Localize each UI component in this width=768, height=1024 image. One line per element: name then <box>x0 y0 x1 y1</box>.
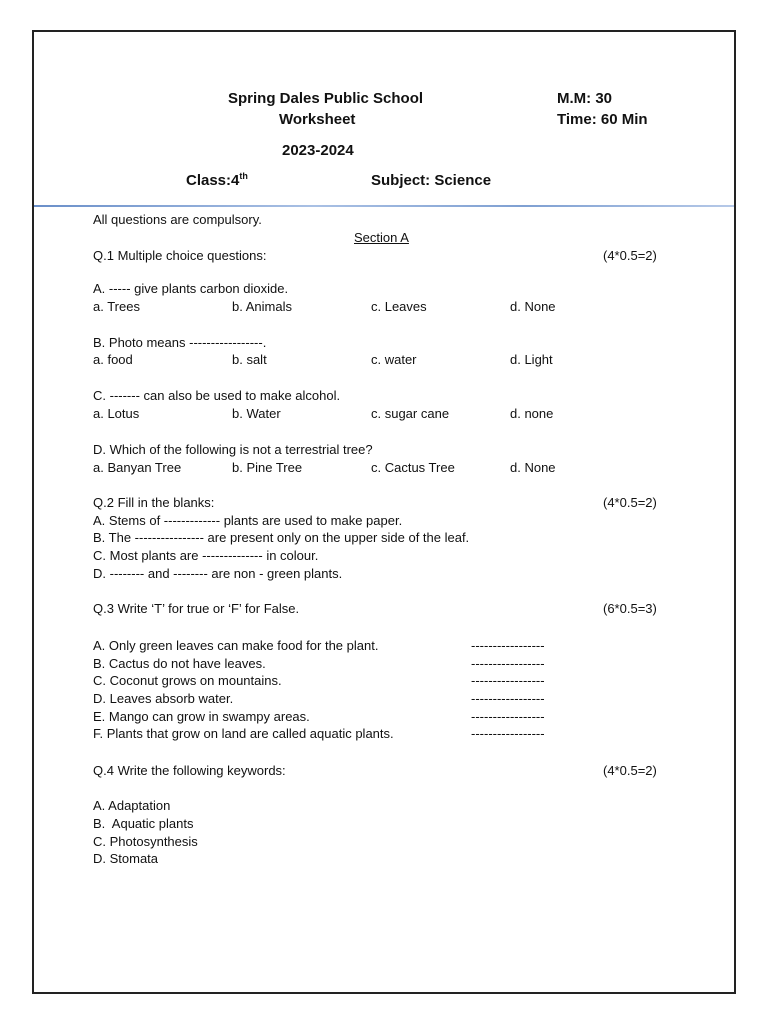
school-name: Spring Dales Public School <box>228 90 424 107</box>
q1-c-option-c: c. sugar cane <box>371 406 450 421</box>
q3-blank-a: ----------------- <box>471 638 545 653</box>
q1-question-c: C. ------- can also be used to make alcohol. <box>93 388 341 403</box>
q2-item-d: D. -------- and -------- are non - green plants. <box>93 566 343 581</box>
q1-a-option-c: c. Leaves <box>371 299 427 314</box>
q1-marks: (4*0.5=2) <box>603 248 657 263</box>
max-marks: M.M: 30 <box>557 90 613 107</box>
q3-statement-b: B. Cactus do not have leaves. <box>93 656 266 671</box>
q1-a-option-d: d. None <box>510 299 556 314</box>
q4-item-b: B. Aquatic plants <box>93 816 194 831</box>
instructions: All questions are compulsory. <box>93 212 262 227</box>
q1-c-option-d: d. none <box>510 406 554 421</box>
q1-question-d: D. Which of the following is not a terrestrial tree? <box>93 442 373 457</box>
q2-marks: (4*0.5=2) <box>603 495 657 510</box>
q1-question-a: A. ----- give plants carbon dioxide. <box>93 281 289 296</box>
q1-a-option-a: a. Trees <box>93 299 140 314</box>
q3-statement-f: F. Plants that grow on land are called aquatic plants. <box>93 726 394 741</box>
q3-blank-d: ----------------- <box>471 691 545 706</box>
q1-d-option-b: b. Pine Tree <box>232 460 303 475</box>
header-divider <box>34 205 734 207</box>
q1-d-option-d: d. None <box>510 460 556 475</box>
q1-d-option-c: c. Cactus Tree <box>371 460 455 475</box>
q1-title: Q.1 Multiple choice questions: <box>93 248 267 263</box>
q2-item-a: A. Stems of ------------- plants are used to make paper. <box>93 513 403 528</box>
q3-statement-a: A. Only green leaves can make food for the plant. <box>93 638 379 653</box>
document-type: Worksheet <box>279 111 356 128</box>
q1-b-option-b: b. salt <box>232 352 267 367</box>
q4-item-c: C. Photosynthesis <box>93 834 198 849</box>
q1-question-b: B. Photo means -----------------. <box>93 335 267 350</box>
q3-title: Q.3 Write ‘T’ for true or ‘F’ for False. <box>93 601 300 616</box>
q4-item-a: A. Adaptation <box>93 798 171 813</box>
q1-a-option-b: b. Animals <box>232 299 292 314</box>
class-superscript: th <box>239 171 248 181</box>
academic-year: 2023-2024 <box>282 142 354 159</box>
q2-item-b: B. The ---------------- are present only on the upper side of the leaf. <box>93 530 470 545</box>
q1-b-option-a: a. food <box>93 352 133 367</box>
q1-b-option-c: c. water <box>371 352 417 367</box>
subject-label: Subject: Science <box>371 172 492 189</box>
q3-blank-c: ----------------- <box>471 673 545 688</box>
class-label <box>186 172 248 190</box>
q4-item-d: D. Stomata <box>93 851 159 866</box>
q2-title: Q.2 Fill in the blanks: <box>93 495 215 510</box>
q1-c-option-a: a. Lotus <box>93 406 140 421</box>
q3-statement-c: C. Coconut grows on mountains. <box>93 673 282 688</box>
class-text: Class:4 <box>186 172 240 189</box>
q2-item-c: C. Most plants are -------------- in colour. <box>93 548 319 563</box>
q3-statement-e: E. Mango can grow in swampy areas. <box>93 709 310 724</box>
q4-title: Q.4 Write the following keywords: <box>93 763 286 778</box>
q1-b-option-d: d. Light <box>510 352 553 367</box>
q3-blank-b: ----------------- <box>471 656 545 671</box>
q1-d-option-a: a. Banyan Tree <box>93 460 182 475</box>
q1-c-option-b: b. Water <box>232 406 281 421</box>
q4-marks: (4*0.5=2) <box>603 763 657 778</box>
q3-marks: (6*0.5=3) <box>603 601 657 616</box>
q3-statement-d: D. Leaves absorb water. <box>93 691 234 706</box>
q3-blank-f: ----------------- <box>471 726 545 741</box>
time-allowed: Time: 60 Min <box>557 111 648 128</box>
section-title: Section A <box>354 230 409 245</box>
q3-blank-e: ----------------- <box>471 709 545 724</box>
